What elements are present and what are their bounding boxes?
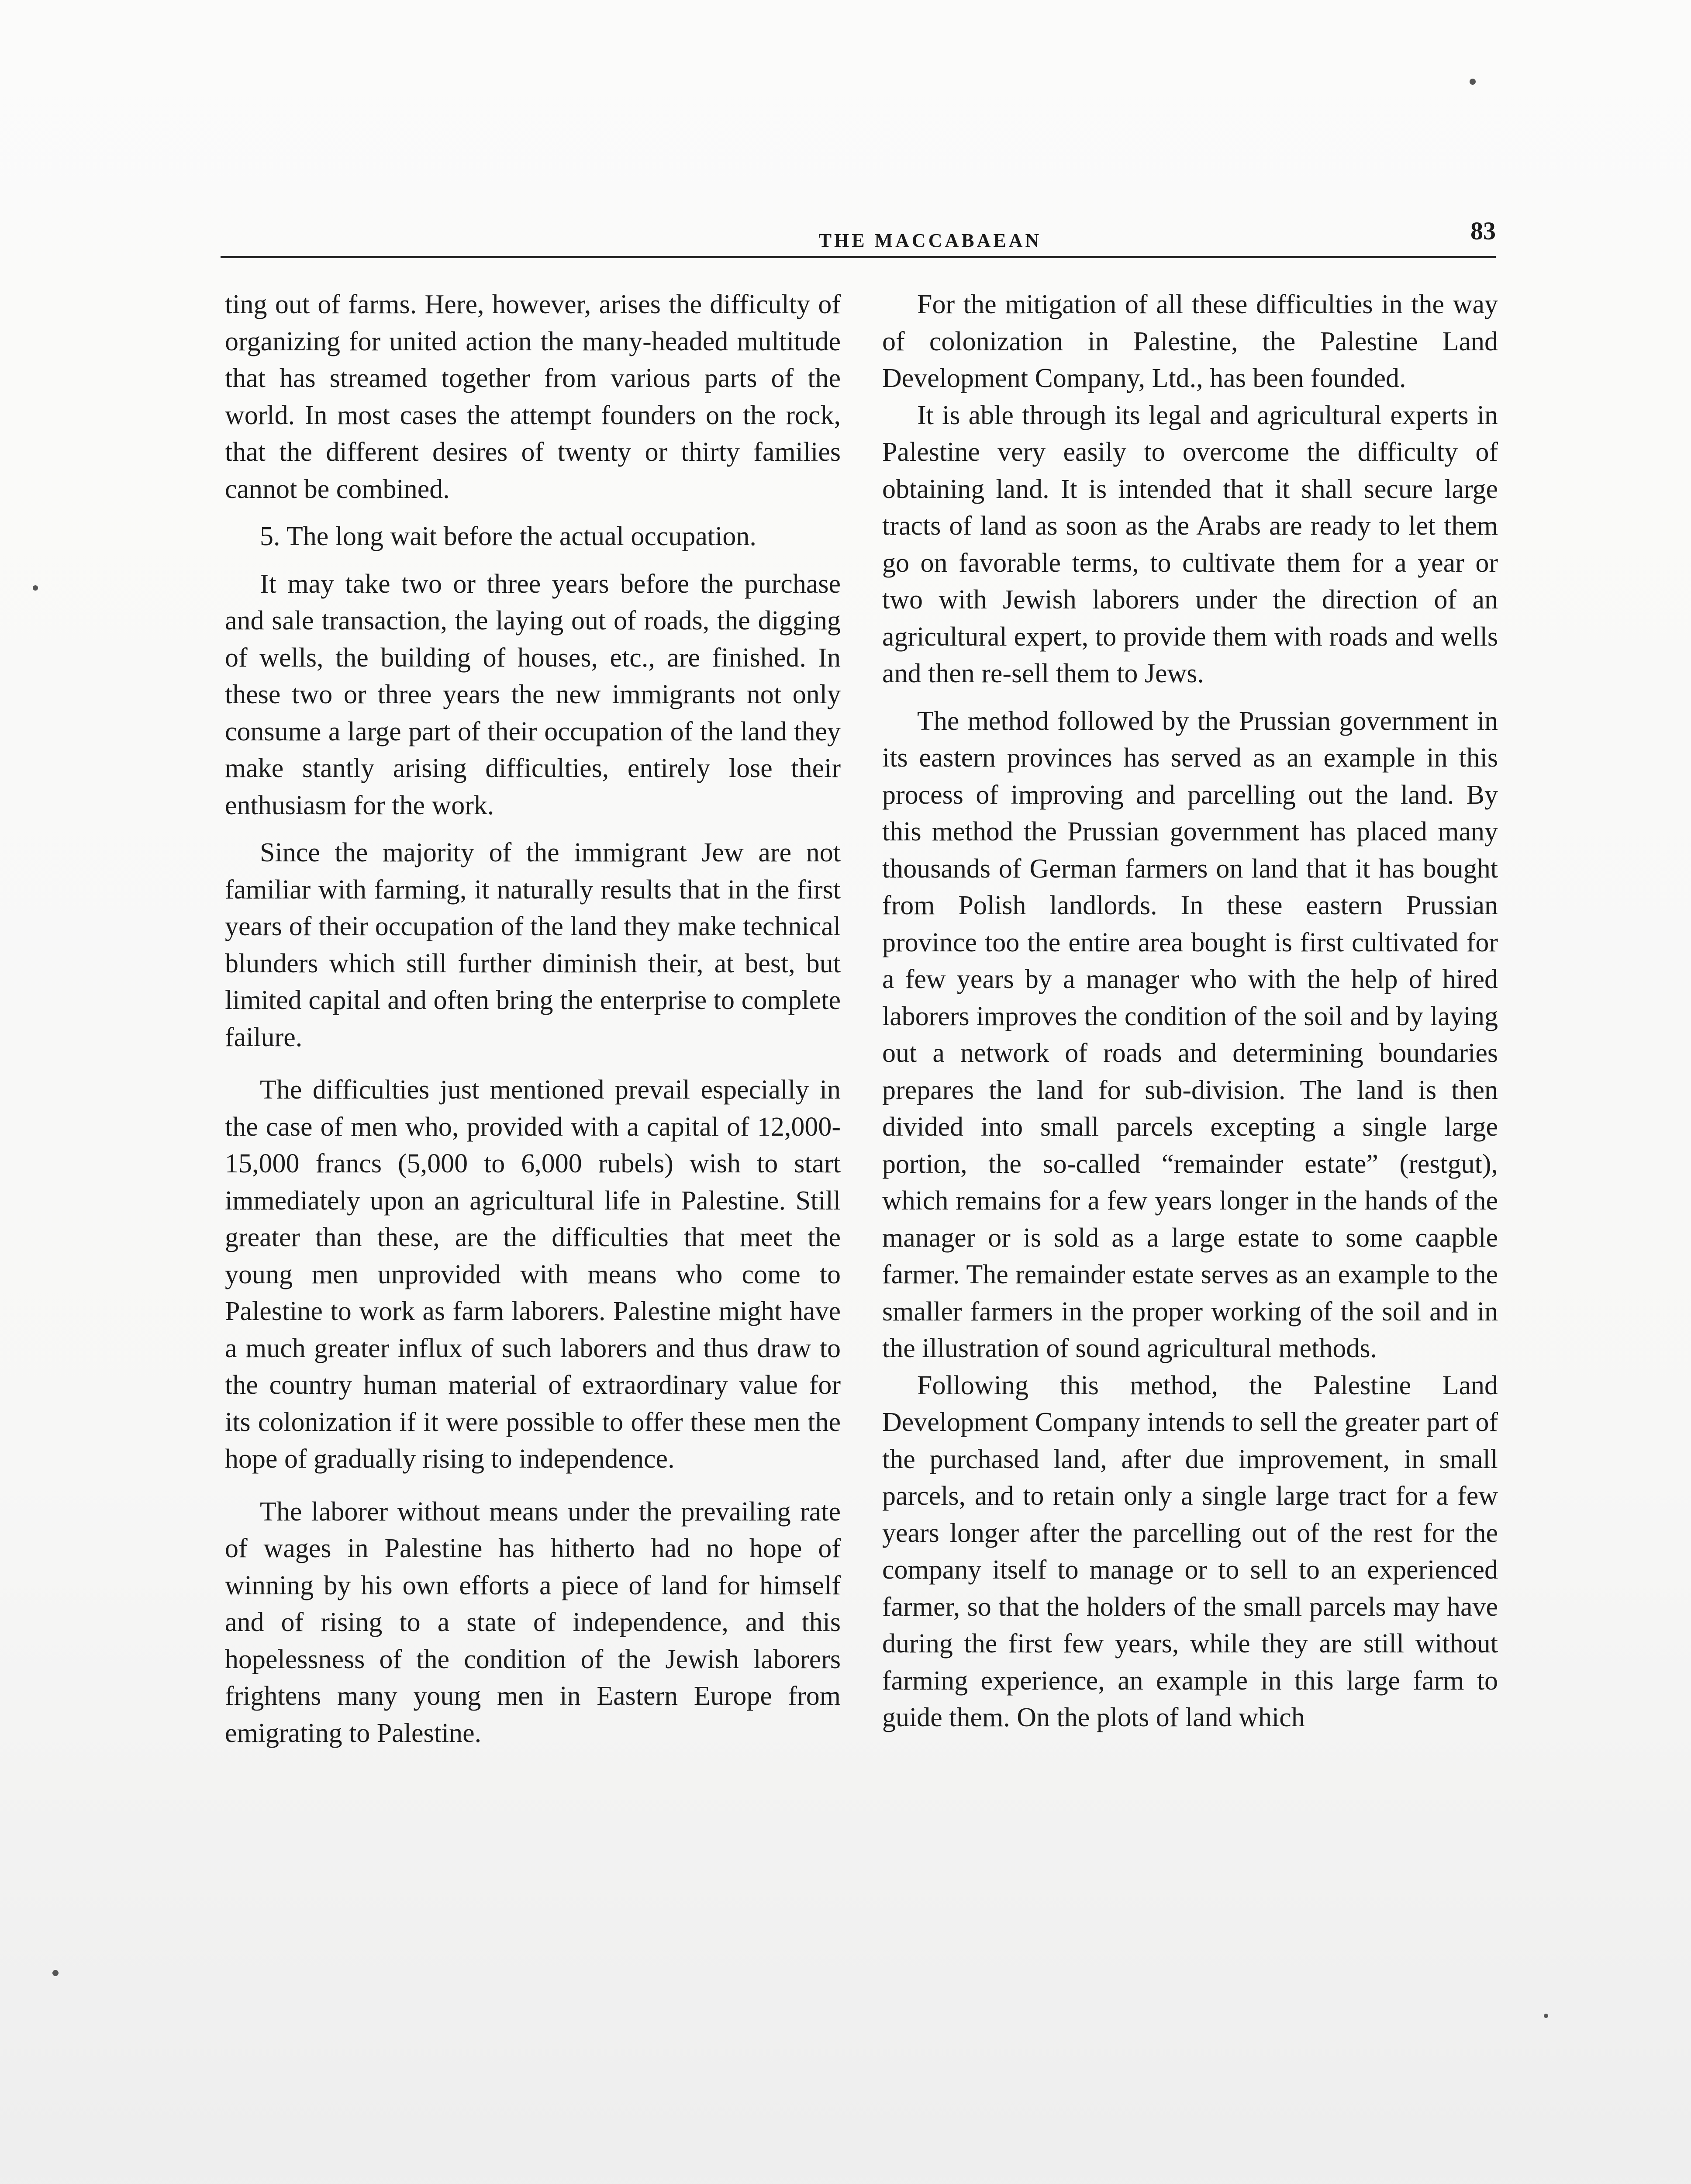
paragraph: Since the majority of the immigrant Jew are not familiar with farming, it naturally results that in the first years of their occupation of the land they make technical blunders which still further diminish their, at best, but limited capital and often bring the enterprise to complete failure. <box>225 838 841 1052</box>
paragraph: ting out of farms. Here, however, arises the difficulty of organizing for united action the many-headed multitude that has streamed together from various parts of the world. In most cases the attempt founders on the rock, that the different desires of twenty or thirty families cannot be combined. <box>225 290 841 504</box>
paragraph: Following this method, the Palestine Land Development Company intends to sell the greater part of the purchased land, after due improvement, in small parcels, and to retain only a single large tract for a few years longer after the parcelling out of the rest for the company itself to manage or to sell to an experienced farmer, so that the holders of the small parcels may have during the first few years, while they are still without farming experience, an example in this large farm to guide them. On the plots of land which <box>882 1370 1498 1732</box>
paragraph: The difficulties just mentioned prevail especially in the case of men who, provided with a capital of 12,000-15,000 francs (5,000 to 6,000 rubels) wish to start immediately upon an agricultural life in Palestine. Still greater than these, are the difficulties that meet the young men unprovided with means who come to Palestine to work as farm laborers. Palestine might have a much greater influx of such laborers and thus draw to the country human material of extraordinary value for its colonization if it were possible to offer these men the hope of gradually rising to independence. <box>225 1075 841 1474</box>
paragraph: The method followed by the Prussian government in its eastern provinces has served as an example in this process of improving and parcelling out the land. By this method the Prussian government has placed many thousands of German farmers on land that it has bought from Polish landlords. In these eastern Prussian province too the entire area bought is first cultivated for a few years by a manager who with the help of hired laborers improves the condition of the soil and by laying out a network of roads and determining boundaries prepares the land for sub-division. The land is then divided into small parcels excepting a single large portion, the so-called “remainder estate” (restgut), which remains for a few years longer in the hands of the manager or is sold as a large estate to some caapble farmer. The remainder estate serves as an example to the smaller farmers in the proper working of the soil and in the illustration of sound agricultural methods. <box>882 706 1498 1363</box>
paragraph: The laborer without means under the prevailing rate of wages in Palestine has hitherto had no hope of winning by his own efforts a piece of land for himself and of rising to a state of independence, and this hopelessness of the condition of the Jewish laborers frightens many young men in Eastern Europe from emigrating to Palestine. <box>225 1496 841 1748</box>
right-column <box>882 286 1498 1736</box>
scan-speck <box>1544 2014 1548 2018</box>
scan-speck <box>1470 79 1476 85</box>
paragraph: It may take two or three years before the purchase and sale transaction, the laying out of roads, the digging of wells, the building of houses, etc., are finished. In these two or three years the new immigrants not only consume a large part of their occupation of the land they make stantly arising difficulties, entirely lose their enthusiasm for the work. <box>225 569 841 820</box>
scan-speck <box>33 585 38 591</box>
running-head: THE MACCABAEAN <box>818 230 1042 251</box>
paragraph: It is able through its legal and agricultural experts in Palestine very easily to overcome the difficulty of obtaining land. It is intended that it shall secure large tracts of land as soon as the Arabs are ready to let them go on favorable terms, to cultivate them for a year or two with Jewish laborers under the direction of an agricultural expert, to provide them with roads and wells and then re-sell them to Jews. <box>882 400 1498 688</box>
scan-speck <box>52 1970 59 1976</box>
left-column <box>225 286 841 1752</box>
header-rule <box>221 256 1496 258</box>
section-heading: 5. The long wait before the actual occupation. <box>260 522 756 551</box>
page-number: 83 <box>1470 217 1496 245</box>
paragraph: For the mitigation of all these difficulties in the way of colonization in Palestine, the Palestine Land Development Company, Ltd., has been founded. <box>882 290 1498 393</box>
page-header <box>221 217 1496 256</box>
